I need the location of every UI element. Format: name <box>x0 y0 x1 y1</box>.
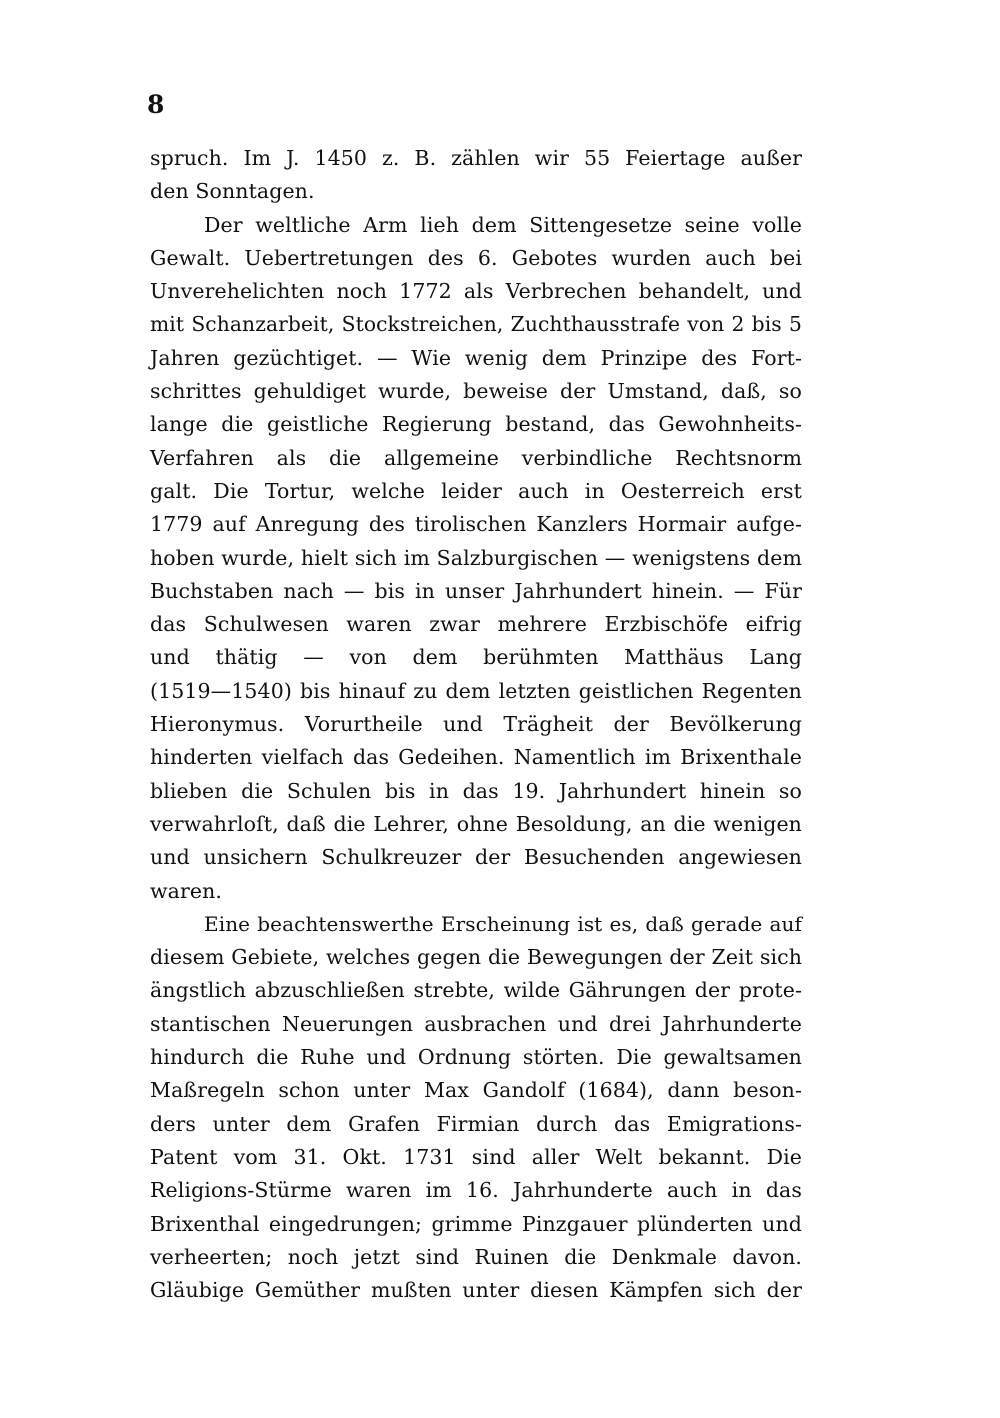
text-line: mit Schanzarbeit, Stockstreichen, Zuchthausstrafe von 2 bis 5 <box>150 312 802 337</box>
text-line: Unverehelichten noch 1772 als Verbrechen behandelt, und <box>150 279 802 304</box>
text-line: lange die geistliche Regierung bestand, das Gewohnheits- <box>150 412 802 437</box>
text-line: spruch. Im J. 1450 z. B. zählen wir 55 Feiertage außer <box>150 146 802 170</box>
text-line: Eine beachtenswerthe Erscheinung ist es, daß gerade auf <box>204 911 802 936</box>
text-line: galt. Die Tortur, welche leider auch in Oesterreich erst <box>150 478 802 503</box>
page-number: 8 <box>147 90 165 119</box>
text-line: Religions-Stürme waren im 16. Jahrhunderte auch in das <box>150 1178 802 1203</box>
text-line: Brixenthal eingedrungen; grimme Pinzgauer plünderten und <box>150 1211 802 1236</box>
text-line: Buchstaben nach — bis in unser Jahrhundert hinein. — Für <box>150 578 802 603</box>
text-line: Hieronymus. Vorurtheile und Trägheit der Bevölkerung <box>150 712 802 737</box>
text-line: ängstlich abzuschließen strebte, wilde Gährungen der prote- <box>150 978 802 1003</box>
text-line: 1779 auf Anregung des tirolischen Kanzlers Hormair aufge- <box>150 512 802 537</box>
text-line: verheerten; noch jetzt sind Ruinen die Denkmale davon. <box>150 1244 802 1269</box>
text-line: Patent vom 31. Okt. 1731 sind aller Welt bekannt. Die <box>150 1144 802 1169</box>
text-line: Jahren gezüchtiget. — Wie wenig dem Prinzipe des Fort- <box>150 345 802 370</box>
text-line: das Schulwesen waren zwar mehrere Erzbischöfe eifrig <box>150 612 802 637</box>
text-line: Gewalt. Uebertretungen des 6. Gebotes wurden auch bei <box>150 245 802 270</box>
text-line: ders unter dem Grafen Firmian durch das Emigrations- <box>150 1111 802 1136</box>
text-line: Der weltliche Arm lieh dem Sittengesetze seine volle <box>204 212 802 237</box>
text-line: schrittes gehuldiget wurde, beweise der Umstand, daß, so <box>150 379 802 404</box>
text-line: hindurch die Ruhe und Ordnung störten. Die gewaltsamen <box>150 1045 802 1070</box>
text-line: verwahrloſt, daß die Lehrer, ohne Besoldung, an die wenigen <box>150 811 802 836</box>
text-line: (1519—1540) bis hinauf zu dem letzten geistlichen Regenten <box>150 678 802 703</box>
text-line: und unsichern Schulkreuzer der Besuchenden angewiesen <box>150 845 802 870</box>
text-line: hinderten vielfach das Gedeihen. Namentlich im Brixenthale <box>150 745 802 770</box>
text-line: und thätig — von dem berühmten Matthäus Lang <box>150 645 802 670</box>
text-line: waren. <box>150 878 223 903</box>
text-line: blieben die Schulen bis in das 19. Jahrhundert hinein so <box>150 778 802 803</box>
text-line: Maßregeln schon unter Max Gandolf (1684), dann beson- <box>150 1078 802 1103</box>
text-line: hoben wurde, hielt sich im Salzburgischen — wenigstens dem <box>150 545 802 570</box>
text-line: stantischen Neuerungen ausbrachen und drei Jahrhunderte <box>150 1011 802 1036</box>
text-line: Verfahren als die allgemeine verbindliche Rechtsnorm <box>150 445 802 470</box>
text-line: Gläubige Gemüther mußten unter diesen Kämpfen sich der <box>150 1278 802 1303</box>
text-line: den Sonntagen. <box>150 179 315 204</box>
text-line: diesem Gebiete, welches gegen die Bewegungen der Zeit sich <box>150 945 802 970</box>
body-text <box>150 142 802 1307</box>
